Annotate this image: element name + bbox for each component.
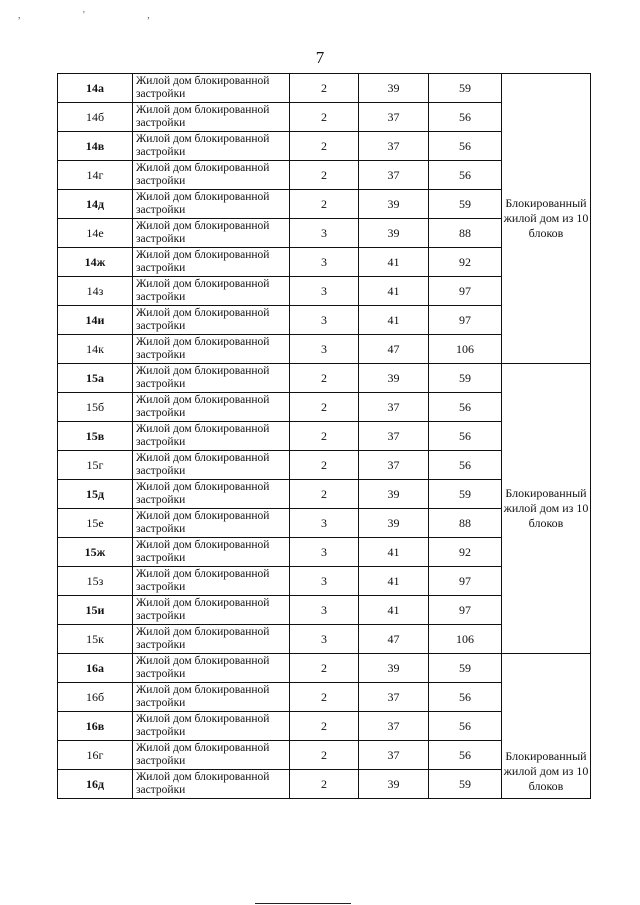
row-id: 14и [58, 306, 133, 335]
col-value-a: 39 [359, 74, 429, 103]
col-value-a: 41 [359, 248, 429, 277]
building-type: Жилой дом блокированной застройки [133, 625, 290, 654]
col-value-a: 41 [359, 596, 429, 625]
scan-specks: , ' , [18, 10, 180, 21]
col-value-a: 37 [359, 683, 429, 712]
row-id: 16б [58, 683, 133, 712]
col-value-b: 56 [429, 683, 502, 712]
col-value-b: 56 [429, 393, 502, 422]
row-id: 14е [58, 219, 133, 248]
row-id: 15б [58, 393, 133, 422]
col-value-a: 39 [359, 654, 429, 683]
col-value-b: 56 [429, 741, 502, 770]
row-id: 14б [58, 103, 133, 132]
col-floors: 3 [290, 509, 359, 538]
col-value-a: 37 [359, 161, 429, 190]
housing-table [57, 73, 591, 799]
row-id: 15ж [58, 538, 133, 567]
row-id: 14в [58, 132, 133, 161]
col-value-b: 92 [429, 248, 502, 277]
col-value-a: 41 [359, 567, 429, 596]
table-row [58, 654, 591, 683]
col-value-a: 39 [359, 364, 429, 393]
col-value-b: 97 [429, 567, 502, 596]
row-id: 14ж [58, 248, 133, 277]
building-type: Жилой дом блокированной застройки [133, 103, 290, 132]
col-floors: 2 [290, 161, 359, 190]
col-value-b: 106 [429, 335, 502, 364]
building-type: Жилой дом блокированной застройки [133, 132, 290, 161]
building-type: Жилой дом блокированной застройки [133, 248, 290, 277]
col-value-b: 59 [429, 364, 502, 393]
col-value-b: 56 [429, 132, 502, 161]
col-floors: 2 [290, 364, 359, 393]
col-floors: 3 [290, 248, 359, 277]
col-floors: 3 [290, 219, 359, 248]
col-floors: 2 [290, 480, 359, 509]
building-type: Жилой дом блокированной застройки [133, 277, 290, 306]
col-floors: 2 [290, 741, 359, 770]
col-value-a: 41 [359, 277, 429, 306]
row-id: 14г [58, 161, 133, 190]
col-value-b: 59 [429, 190, 502, 219]
row-id: 14д [58, 190, 133, 219]
col-value-a: 39 [359, 770, 429, 799]
col-value-b: 88 [429, 509, 502, 538]
col-floors: 2 [290, 393, 359, 422]
building-type: Жилой дом блокированной застройки [133, 712, 290, 741]
row-id: 16а [58, 654, 133, 683]
col-floors: 2 [290, 422, 359, 451]
group-note: Блокированный жилой дом из 10 блоков [502, 74, 591, 364]
row-id: 15г [58, 451, 133, 480]
col-floors: 3 [290, 277, 359, 306]
building-type: Жилой дом блокированной застройки [133, 451, 290, 480]
row-id: 15а [58, 364, 133, 393]
building-type: Жилой дом блокированной застройки [133, 393, 290, 422]
col-floors: 3 [290, 567, 359, 596]
col-value-a: 37 [359, 132, 429, 161]
row-id: 14к [58, 335, 133, 364]
col-floors: 3 [290, 625, 359, 654]
col-floors: 3 [290, 596, 359, 625]
col-value-b: 56 [429, 451, 502, 480]
col-value-a: 41 [359, 538, 429, 567]
col-value-a: 37 [359, 741, 429, 770]
col-value-b: 106 [429, 625, 502, 654]
building-type: Жилой дом блокированной застройки [133, 335, 290, 364]
row-id: 14а [58, 74, 133, 103]
building-type: Жилой дом блокированной застройки [133, 567, 290, 596]
building-type: Жилой дом блокированной застройки [133, 219, 290, 248]
col-value-b: 56 [429, 712, 502, 741]
group-note: Блокированный жилой дом из 10 блоков [502, 364, 591, 654]
col-floors: 2 [290, 103, 359, 132]
building-type: Жилой дом блокированной застройки [133, 683, 290, 712]
building-type: Жилой дом блокированной застройки [133, 509, 290, 538]
col-value-b: 92 [429, 538, 502, 567]
col-floors: 2 [290, 683, 359, 712]
col-value-a: 39 [359, 190, 429, 219]
row-id: 15в [58, 422, 133, 451]
col-value-a: 47 [359, 625, 429, 654]
building-type: Жилой дом блокированной застройки [133, 596, 290, 625]
col-value-b: 59 [429, 770, 502, 799]
col-floors: 3 [290, 335, 359, 364]
building-type: Жилой дом блокированной застройки [133, 480, 290, 509]
col-floors: 2 [290, 770, 359, 799]
building-type: Жилой дом блокированной застройки [133, 74, 290, 103]
building-type: Жилой дом блокированной застройки [133, 741, 290, 770]
col-value-b: 56 [429, 103, 502, 132]
row-id: 15з [58, 567, 133, 596]
table-body [58, 74, 591, 799]
row-id: 15и [58, 596, 133, 625]
col-floors: 2 [290, 712, 359, 741]
building-type: Жилой дом блокированной застройки [133, 770, 290, 799]
col-value-a: 37 [359, 393, 429, 422]
building-type: Жилой дом блокированной застройки [133, 161, 290, 190]
col-floors: 2 [290, 451, 359, 480]
col-value-b: 97 [429, 277, 502, 306]
row-id: 14з [58, 277, 133, 306]
col-value-b: 88 [429, 219, 502, 248]
building-type: Жилой дом блокированной застройки [133, 538, 290, 567]
col-value-b: 56 [429, 161, 502, 190]
building-type: Жилой дом блокированной застройки [133, 422, 290, 451]
col-floors: 2 [290, 74, 359, 103]
col-floors: 2 [290, 132, 359, 161]
col-value-a: 37 [359, 103, 429, 132]
building-type: Жилой дом блокированной застройки [133, 364, 290, 393]
building-type: Жилой дом блокированной застройки [133, 306, 290, 335]
col-value-b: 56 [429, 422, 502, 451]
col-value-a: 41 [359, 306, 429, 335]
col-value-b: 59 [429, 74, 502, 103]
col-value-b: 59 [429, 480, 502, 509]
row-id: 15д [58, 480, 133, 509]
col-value-a: 37 [359, 422, 429, 451]
building-type: Жилой дом блокированной застройки [133, 654, 290, 683]
row-id: 16г [58, 741, 133, 770]
row-id: 15е [58, 509, 133, 538]
col-value-a: 39 [359, 480, 429, 509]
footer-rule [255, 903, 351, 904]
col-value-b: 59 [429, 654, 502, 683]
col-value-a: 37 [359, 712, 429, 741]
col-floors: 3 [290, 306, 359, 335]
col-floors: 2 [290, 190, 359, 219]
table-row [58, 364, 591, 393]
col-value-a: 39 [359, 219, 429, 248]
group-note: Блокированный жилой дом из 10 блоков [502, 654, 591, 799]
col-value-a: 37 [359, 451, 429, 480]
col-floors: 2 [290, 654, 359, 683]
row-id: 16в [58, 712, 133, 741]
col-value-b: 97 [429, 306, 502, 335]
page-number: 7 [315, 48, 325, 67]
col-value-a: 39 [359, 509, 429, 538]
row-id: 16д [58, 770, 133, 799]
table-row [58, 74, 591, 103]
building-type: Жилой дом блокированной застройки [133, 190, 290, 219]
col-value-a: 47 [359, 335, 429, 364]
row-id: 15к [58, 625, 133, 654]
col-floors: 3 [290, 538, 359, 567]
col-value-b: 97 [429, 596, 502, 625]
